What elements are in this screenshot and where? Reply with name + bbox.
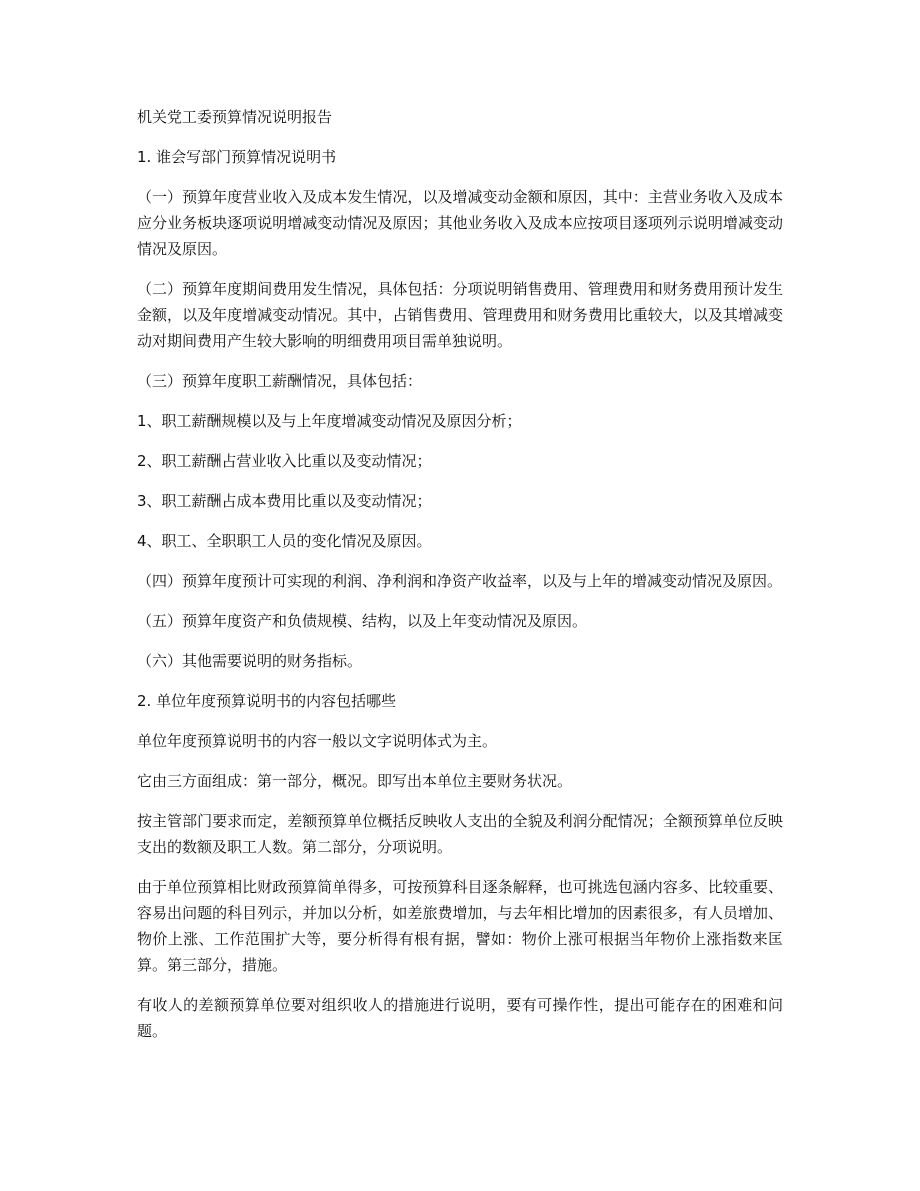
list-item-salary-1: 1、职工薪酬规模以及与上年度增减变动情况及原因分析； bbox=[137, 412, 522, 430]
paragraph-period-expenses: （二）预算年度期间费用发生情况，具体包括：分项说明销售费用、管理费用和财务费用预计发生金额，以及年度增减变动情况。其中，占销售费用、管理费用和财务费用比重较大，以及其增减变动对期间费用产生较大影响的明细费用项目需单独说明。 bbox=[137, 280, 783, 350]
paragraph-salary-heading: （三）预算年度职工薪酬情况，具体包括： bbox=[137, 372, 423, 390]
paragraph-other-indicators: （六）其他需要说明的财务指标。 bbox=[137, 652, 363, 670]
document-title: 机关党工委预算情况说明报告 bbox=[137, 108, 333, 126]
paragraph-profit: （四）预算年度预计可实现的利润、净利润和净资产收益率，以及与上年的增减变动情况及原因。 bbox=[137, 572, 783, 590]
paragraph-assets-liabilities: （五）预算年度资产和负债规模、结构，以及上年变动情况及原因。 bbox=[137, 612, 588, 630]
section-heading-1: 1. 谁会写部门预算情况说明书 bbox=[137, 148, 337, 166]
list-item-salary-2: 2、职工薪酬占营业收入比重以及变动情况； bbox=[137, 452, 432, 470]
paragraph-three-parts: 它由三方面组成：第一部分，概况。即写出本单位主要财务状况。 bbox=[137, 772, 573, 790]
document-body bbox=[137, 104, 783, 1058]
paragraph-revenue-cost: （一）预算年度营业收入及成本发生情况，以及增减变动金额和原因，其中：主营业务收入及成本应分业务板块逐项说明增减变动情况及原因；其他业务收入及成本应按项目逐项列示说明增减变动情况及原因。 bbox=[137, 188, 783, 258]
paragraph-department-requirements: 按主管部门要求而定，差额预算单位概括反映收人支出的全貌及利润分配情况；全额预算单位反映支出的数额及职工人数。第二部分，分项说明。 bbox=[137, 812, 783, 856]
list-item-salary-4: 4、职工、全职职工人员的变化情况及原因。 bbox=[137, 532, 432, 550]
section-heading-2: 2. 单位年度预算说明书的内容包括哪些 bbox=[137, 692, 397, 710]
paragraph-content-form: 单位年度预算说明书的内容一般以文字说明体式为主。 bbox=[137, 732, 498, 750]
paragraph-itemized-explanation: 由于单位预算相比财政预算简单得多，可按预算科目逐条解释，也可挑选包涵内容多、比较重要、容易出问题的科目列示，并加以分析，如差旅费增加，与去年相比增加的因素很多，有人员增加、物价上涨、工作范围扩大等，要分析得有根有据，譬如：物价上涨可根据当年物价上涨指数来匡算。第三部分，措施。 bbox=[137, 878, 783, 974]
list-item-salary-3: 3、职工薪酬占成本费用比重以及变动情况； bbox=[137, 492, 432, 510]
paragraph-measures: 有收人的差额预算单位要对组织收人的措施进行说明，要有可操作性，提出可能存在的困难和问题。 bbox=[137, 996, 783, 1040]
